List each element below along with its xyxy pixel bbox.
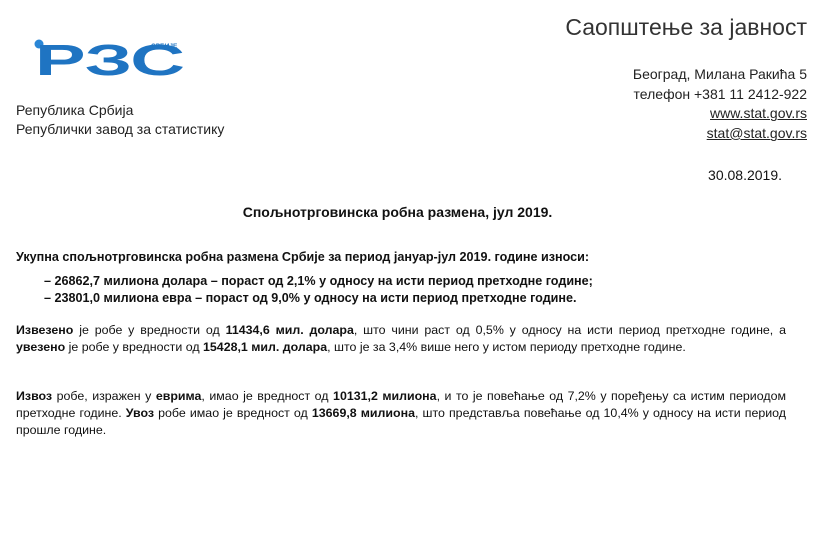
export-label: Извоз <box>16 389 53 403</box>
imports-usd-value: 15428,1 мил. долара <box>203 340 328 354</box>
text-segment: , имао је вредност од <box>201 389 334 403</box>
text-segment: , и то је повећање од 7,2% у поређењу са истим периодом претходне године. <box>16 389 786 420</box>
press-release-title: Саопштење за јавност <box>565 14 807 40</box>
text-segment: , што чини раст од 0,5% у односу на исти период претходне године, а <box>353 323 786 337</box>
exports-eur-value: 10131,2 милиона <box>333 389 437 403</box>
contact-phone: телефон +381 11 2412-922 <box>633 85 807 102</box>
euro-label: еврима <box>155 389 202 403</box>
exports-imports-usd-paragraph <box>16 322 786 356</box>
text-segment: је робе у вредности од <box>73 323 226 337</box>
rzs-logo <box>33 35 193 85</box>
logo-letters: РЗС <box>35 36 185 85</box>
contact-block <box>633 65 807 143</box>
organization-block <box>16 101 224 139</box>
intro-text: Укупна спољнотрговинска робна размена Србије за период јануар-јул 2019. године износи: <box>16 250 590 264</box>
release-date: 30.08.2019. <box>708 167 782 183</box>
text-segment: је робе у вредности од <box>65 340 204 354</box>
exports-imports-eur-paragraph <box>16 388 786 439</box>
text-segment: , што представља повећање од 10,4% у односу на исти период прошле године. <box>16 406 787 437</box>
rzs-logo-graphic <box>33 35 193 85</box>
text-segment: робе имао је вредност од <box>154 406 312 420</box>
imported-label: увезено <box>16 340 66 354</box>
document-title: Спољнотрговинска робна размена, јул 2019. <box>242 204 553 220</box>
org-institute: Републички завод за статистику <box>16 121 225 137</box>
logo-subtext: СРБИЈЕ <box>151 43 178 50</box>
text-segment: , што је за 3,4% више него у истом периоду претходне године. <box>327 340 686 354</box>
email-link[interactable]: stat@stat.gov.rs <box>706 124 807 141</box>
website-link[interactable]: www.stat.gov.rs <box>710 105 807 121</box>
contact-address: Београд, Милана Ракића 5 <box>632 66 807 82</box>
import-label: Увоз <box>125 406 155 420</box>
imports-eur-value: 13669,8 милиона <box>311 406 415 420</box>
org-country: Република Србија <box>16 102 134 118</box>
exports-usd-value: 11434,6 мил. долара <box>225 323 354 337</box>
text-segment: робе, изражен у <box>52 389 156 403</box>
summary-list <box>44 273 593 307</box>
exported-label: Извезено <box>16 323 74 337</box>
list-item: – 23801,0 милиона евра – пораст од 9,0% у односу на исти период претходне године. <box>44 291 577 305</box>
list-item: – 26862,7 милиона долара – пораст од 2,1% у односу на исти период претходне године; <box>44 274 593 288</box>
